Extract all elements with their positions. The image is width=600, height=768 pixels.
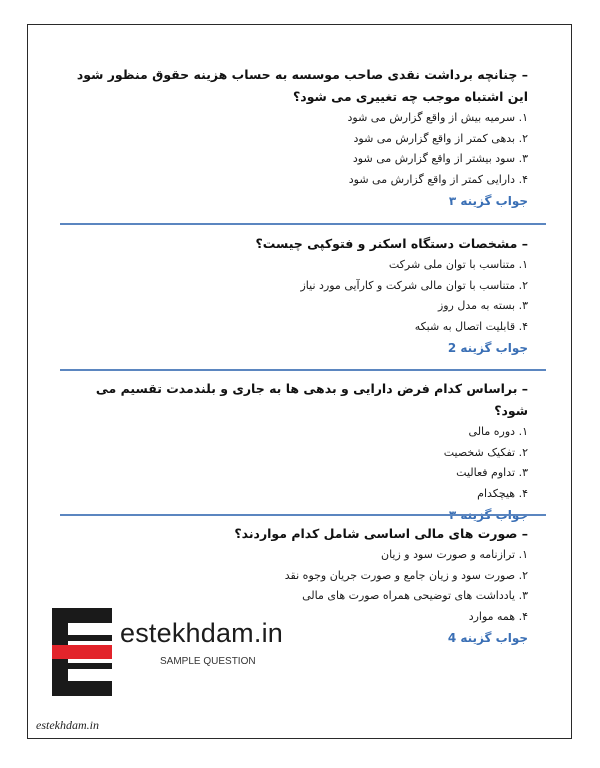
logo-subtitle: SAMPLE QUESTION — [160, 656, 256, 667]
question-text: – چنانچه برداشت نقدی صاحب موسسه به حساب هزینه حقوق منظور شود این اشتباه موجب چه تغییری می شود؟ — [76, 67, 528, 104]
option-item: ۲. متناسب با توان مالی شرکت و کارآیی مورد نیاز — [300, 278, 528, 292]
option-item: ۳. سود بیشتر از واقع گزارش می شود — [352, 152, 528, 165]
question-block-1 — [68, 64, 528, 212]
answer-label: جواب گزینه 2 — [447, 341, 528, 355]
options-list — [68, 108, 528, 190]
option-item: ۱. ترازنامه و صورت سود و زیان — [380, 548, 528, 561]
answer-label: جواب گزینه ۳ — [448, 194, 528, 208]
estekhdam-logo — [52, 608, 322, 698]
option-item: ۴. همه موارد — [468, 609, 528, 623]
option-item: ۲. صورت سود و زیان جامع و صورت جریان وجوه نقد — [284, 568, 528, 582]
footer-watermark: estekhdam.in — [36, 718, 99, 732]
option-item: ۴. دارایی کمتر از واقع گزارش می شود — [348, 172, 528, 186]
option-item: ۱. دوره مالی — [468, 425, 528, 438]
question-text: – صورت های مالی اساسی شامل کدام مواردند؟ — [234, 526, 528, 541]
option-item: ۱. متناسب با توان ملی شرکت — [388, 258, 528, 271]
options-list — [68, 422, 528, 504]
option-item: ۴. هیچکدام — [477, 486, 528, 500]
logo-e-mark-icon — [52, 608, 112, 696]
option-item: ۲. بدهی کمتر از واقع گزارش می شود — [353, 131, 528, 145]
option-item: ۱. سرمیه بیش از واقع گزارش می شود — [347, 111, 528, 124]
option-item: ۳. بسته به مدل روز — [437, 299, 528, 312]
options-list — [68, 255, 528, 337]
question-block-3 — [68, 378, 528, 526]
option-item: ۳. یادداشت های توضیحی همراه صورت های مالی — [302, 589, 528, 602]
section-divider — [60, 369, 546, 371]
section-divider — [60, 514, 546, 516]
section-divider — [60, 223, 546, 225]
logo-text: estekhdam.in — [120, 618, 283, 648]
option-item: ۳. تداوم فعالیت — [456, 466, 528, 479]
option-item: ۴. قابلیت اتصال به شبکه — [414, 319, 528, 333]
option-item: ۲. تفکیک شخصیت — [443, 445, 528, 459]
question-text: – مشخصات دستگاه اسکنر و فتوکپی چیست؟ — [255, 236, 528, 251]
answer-label: جواب گزینه 4 — [447, 631, 528, 645]
question-block-2 — [68, 233, 528, 359]
question-text: – براساس کدام فرض دارایی و بدهی ها به جاری و بلندمدت تقسیم می شود؟ — [95, 381, 528, 418]
